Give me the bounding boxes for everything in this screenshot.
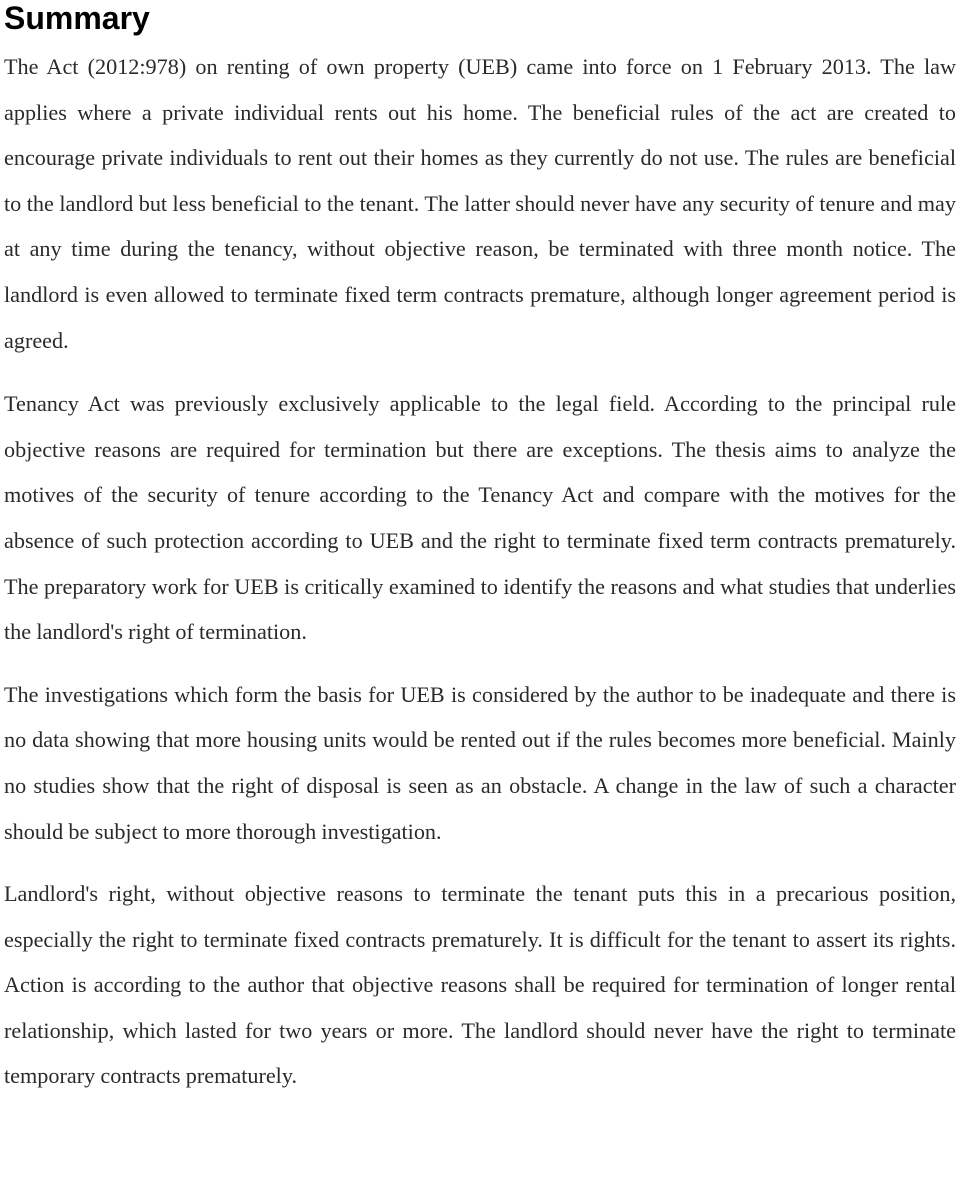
paragraph-3: The investigations which form the basis for UEB is considered by the author to be inadequate and there is no data showing that more housing units would be rented out if the rules becomes more beneficial. Mainly no studies show that the right of disposal is seen as an obstacle. A change in the law of such a character should be subject to more thorough investigation. — [4, 681, 956, 844]
paragraph-2: Tenancy Act was previously exclusively applicable to the legal field. According to the principal rule objective reasons are required for termination but there are exceptions. The thesis aims to analyze the motives of the security of tenure according to the Tenancy Act and compare with the motives for the absence of such protection according to UEB and the right to terminate fixed term contracts prematurely. The preparatory work for UEB is critically examined to identify the reasons and what studies that underlies the landlord's right of termination. — [4, 391, 956, 645]
page-title: Summary — [4, 0, 150, 36]
paragraph-1: The Act (2012:978) on renting of own property (UEB) came into force on 1 February 2013. The law applies where a private individual rents out his home. The beneficial rules of the act are created to encourage private individuals to rent out their homes as they currently do not use. The rules are beneficial to the landlord but less beneficial to the tenant. The latter should never have any security of tenure and may at any time during the tenancy, without objective reason, be terminated with three month notice. The landlord is even allowed to terminate fixed term contracts premature, although longer agreement period is agreed. — [4, 54, 956, 353]
paragraph-4: Landlord's right, without objective reasons to terminate the tenant puts this in a precarious position, especially the right to terminate fixed contracts prematurely. It is difficult for the tenant to assert its rights. Action is according to the author that objective reasons shall be required for termination of longer rental relationship, which lasted for two years or more. The landlord should never have the right to terminate temporary contracts prematurely. — [4, 881, 956, 1089]
